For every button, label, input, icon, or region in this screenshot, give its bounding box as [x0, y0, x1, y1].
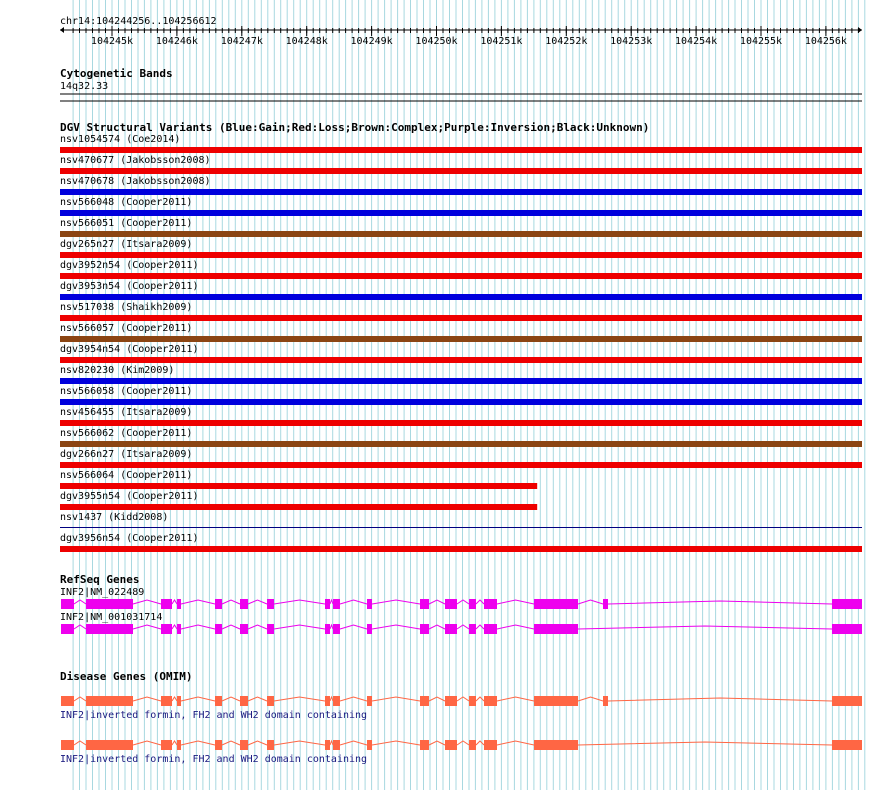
omim-gene-exon	[469, 696, 476, 706]
refseq-gene-exon	[484, 599, 497, 609]
dgv-variant-label: dgv3956n54 (Cooper2011)	[60, 533, 199, 544]
refseq-gene-intron	[497, 600, 534, 604]
dgv-variant-bar	[60, 378, 862, 384]
refseq-gene-exon	[325, 624, 330, 634]
dgv-variant-label: dgv3955n54 (Cooper2011)	[60, 491, 199, 502]
refseq-gene-intron	[222, 625, 240, 629]
dgv-variant-label: nsv517038 (Shaikh2009)	[60, 302, 193, 313]
refseq-gene-intron	[274, 625, 325, 629]
dgv-variant-bar	[60, 168, 862, 174]
refseq-gene-exon	[333, 624, 340, 634]
omim-gene-intron	[476, 697, 484, 701]
refseq-gene-exon	[177, 599, 181, 609]
ruler-tick-label: 104245k	[90, 36, 134, 47]
ruler-left-arrow	[60, 27, 64, 33]
refseq-gene-exon	[61, 624, 74, 634]
dgv-variant-label: dgv265n27 (Itsara2009)	[60, 239, 193, 250]
refseq-gene-exon	[420, 599, 429, 609]
omim-gene-exon	[367, 740, 372, 750]
refseq-gene-exon	[469, 624, 476, 634]
omim-gene-intron	[497, 697, 534, 701]
omim-gene-intron	[133, 697, 161, 701]
dgv-variant-label: dgv3952n54 (Cooper2011)	[60, 260, 199, 271]
refseq-gene-exon	[267, 599, 274, 609]
omim-gene-exon	[333, 696, 340, 706]
refseq-gene-exon	[445, 624, 457, 634]
omim-gene-intron	[222, 697, 240, 701]
omim-gene-exon	[445, 696, 457, 706]
omim-gene-intron	[172, 697, 177, 701]
region-label: chr14:104244256..104256612	[60, 16, 217, 27]
refseq-gene-intron	[372, 625, 420, 629]
refseq-gene-exon	[177, 624, 181, 634]
omim-gene-intron	[497, 741, 534, 745]
omim-gene-exon	[86, 696, 133, 706]
dgv-variant-label: nsv566051 (Cooper2011)	[60, 218, 193, 229]
omim-gene-exon	[267, 696, 274, 706]
omim-gene-intron	[608, 698, 832, 701]
refseq-gene-exon	[484, 624, 497, 634]
omim-gene-exon	[832, 696, 862, 706]
refseq-gene-exon	[832, 599, 862, 609]
omim-gene-exon	[420, 740, 429, 750]
dgv-variant-bar	[60, 273, 862, 279]
omim-gene-exon	[161, 740, 172, 750]
ruler-tick-label: 104251k	[480, 36, 523, 47]
dgv-variant-label: nsv566057 (Cooper2011)	[60, 323, 193, 334]
refseq-gene-exon	[367, 599, 372, 609]
dgv-variant-bar	[60, 546, 862, 552]
ruler-tick-label: 104246k	[155, 36, 198, 47]
refseq-gene-exon	[61, 599, 74, 609]
ruler-tick-label: 104250k	[415, 36, 458, 47]
ruler-tick-label: 104253k	[610, 36, 653, 47]
refseq-gene-intron	[372, 600, 420, 604]
dgv-variant-bar	[60, 315, 862, 321]
omim-gene-intron	[133, 741, 161, 745]
dgv-variant-label: nsv566062 (Cooper2011)	[60, 428, 193, 439]
omim-gene-exon	[215, 740, 222, 750]
omim-gene-exon	[832, 740, 862, 750]
dgv-track-title: DGV Structural Variants (Blue:Gain;Red:Loss;Brown:Complex;Purple:Inversion;Black:Unknown)	[60, 121, 650, 134]
dgv-variant-label: nsv566064 (Cooper2011)	[60, 470, 193, 481]
refseq-gene-exon	[161, 599, 172, 609]
omim-gene-intron	[274, 697, 325, 701]
refseq-gene-intron	[340, 625, 367, 629]
omim-entry-label: INF2|inverted formin, FH2 and WH2 domain containing	[60, 710, 368, 721]
omim-gene-intron	[340, 697, 367, 701]
omim-gene-exon	[367, 696, 372, 706]
refseq-gene-intron	[476, 625, 484, 629]
refseq-gene-exon	[86, 624, 133, 634]
omim-gene-exon	[333, 740, 340, 750]
dgv-variant-bar	[60, 210, 862, 216]
omim-gene-intron	[476, 741, 484, 745]
omim-gene-exon	[267, 740, 274, 750]
dgv-variant-label: nsv566058 (Cooper2011)	[60, 386, 193, 397]
refseq-gene-exon	[325, 599, 330, 609]
dgv-variant-label: dgv3954n54 (Cooper2011)	[60, 344, 199, 355]
omim-track-title: Disease Genes (OMIM)	[60, 670, 193, 683]
ruler-tick-label: 104247k	[220, 36, 263, 47]
ruler-tick-label: 104252k	[545, 36, 588, 47]
omim-gene-exon	[215, 696, 222, 706]
omim-gene-exon	[177, 740, 181, 750]
dgv-variant-bar	[60, 441, 862, 447]
refseq-gene-exon	[534, 599, 578, 609]
refseq-gene-exon	[215, 624, 222, 634]
omim-gene-exon	[484, 696, 497, 706]
omim-gene-exon	[86, 740, 133, 750]
refseq-gene-exon	[603, 599, 608, 609]
refseq-transcript-label: INF2|NM_001031714	[60, 612, 163, 623]
dgv-variant-label: nsv566048 (Cooper2011)	[60, 197, 193, 208]
refseq-gene-intron	[274, 600, 325, 604]
dgv-variant-label: nsv1054574 (Coe2014)	[60, 134, 181, 145]
dgv-variant-label: nsv470677 (Jakobsson2008)	[60, 155, 211, 166]
refseq-gene-intron	[222, 600, 240, 604]
refseq-gene-exon	[161, 624, 172, 634]
refseq-gene-exon	[333, 599, 340, 609]
omim-gene-exon	[61, 696, 74, 706]
dgv-variant-label: dgv266n27 (Itsara2009)	[60, 449, 193, 460]
omim-gene-intron	[172, 741, 177, 745]
refseq-gene-intron	[133, 600, 161, 604]
refseq-gene-intron	[172, 600, 177, 604]
omim-gene-exon	[484, 740, 497, 750]
refseq-gene-exon	[469, 599, 476, 609]
refseq-gene-intron	[608, 601, 832, 604]
dgv-variant-bar	[60, 147, 862, 153]
omim-gene-exon	[603, 696, 608, 706]
refseq-gene-intron	[497, 625, 534, 629]
omim-gene-exon	[534, 696, 578, 706]
refseq-gene-intron	[340, 600, 367, 604]
refseq-gene-exon	[240, 599, 248, 609]
refseq-gene-exon	[267, 624, 274, 634]
dgv-variant-label: nsv1437 (Kidd2008)	[60, 512, 169, 523]
refseq-gene-exon	[367, 624, 372, 634]
ruler-tick-label: 104254k	[675, 36, 718, 47]
cytoband-label: 14q32.33	[60, 81, 109, 92]
omim-gene-exon	[534, 740, 578, 750]
ruler-tick-label: 104249k	[350, 36, 393, 47]
dgv-variant-label: nsv456455 (Itsara2009)	[60, 407, 193, 418]
dgv-variant-bar	[60, 189, 862, 195]
dgv-variant-bar	[60, 357, 862, 363]
omim-gene-exon	[161, 696, 172, 706]
refseq-track-title: RefSeq Genes	[60, 573, 140, 586]
refseq-gene-exon	[420, 624, 429, 634]
omim-gene-exon	[61, 740, 74, 750]
refseq-gene-exon	[240, 624, 248, 634]
ruler-tick-label: 104255k	[739, 36, 783, 47]
dgv-variant-bar	[60, 483, 537, 489]
omim-entry-label: INF2|inverted formin, FH2 and WH2 domain containing	[60, 754, 368, 765]
refseq-gene-exon	[534, 624, 578, 634]
omim-gene-intron	[340, 741, 367, 745]
refseq-gene-intron	[248, 625, 267, 629]
omim-gene-exon	[445, 740, 457, 750]
refseq-gene-exon	[832, 624, 862, 634]
dgv-variant-bar	[60, 294, 862, 300]
omim-gene-intron	[248, 697, 267, 701]
refseq-gene-intron	[476, 600, 484, 604]
refseq-gene-intron	[133, 625, 161, 629]
refseq-gene-intron	[172, 625, 177, 629]
dgv-variant-bar	[60, 231, 862, 237]
omim-gene-exon	[325, 740, 330, 750]
omim-gene-intron	[248, 741, 267, 745]
dgv-variant-label: dgv3953n54 (Cooper2011)	[60, 281, 199, 292]
omim-gene-exon	[240, 696, 248, 706]
refseq-gene-exon	[86, 599, 133, 609]
dgv-variant-bar	[60, 252, 862, 258]
refseq-transcript-label: INF2|NM_022489	[60, 587, 145, 598]
cytoband-track-title: Cytogenetic Bands	[60, 67, 173, 80]
omim-gene-intron	[222, 741, 240, 745]
dgv-variant-bar	[60, 399, 862, 405]
dgv-variant-bar	[60, 504, 537, 510]
omim-gene-exon	[177, 696, 181, 706]
omim-gene-exon	[325, 696, 330, 706]
omim-gene-exon	[240, 740, 248, 750]
omim-gene-exon	[469, 740, 476, 750]
dgv-variant-label: nsv470678 (Jakobsson2008)	[60, 176, 211, 187]
omim-gene-intron	[372, 741, 420, 745]
ruler-tick-label: 104256k	[804, 36, 847, 47]
refseq-gene-intron	[248, 600, 267, 604]
omim-gene-intron	[372, 697, 420, 701]
dgv-variant-bar	[60, 420, 862, 426]
omim-gene-intron	[274, 741, 325, 745]
refseq-gene-exon	[215, 599, 222, 609]
refseq-gene-exon	[445, 599, 457, 609]
ruler-tick-label: 104248k	[285, 36, 328, 47]
dgv-variant-label: nsv820230 (Kim2009)	[60, 365, 175, 376]
dgv-variant-bar	[60, 462, 862, 468]
dgv-variant-bar	[60, 336, 862, 342]
dgv-variant-bar	[60, 527, 862, 528]
omim-gene-exon	[420, 696, 429, 706]
